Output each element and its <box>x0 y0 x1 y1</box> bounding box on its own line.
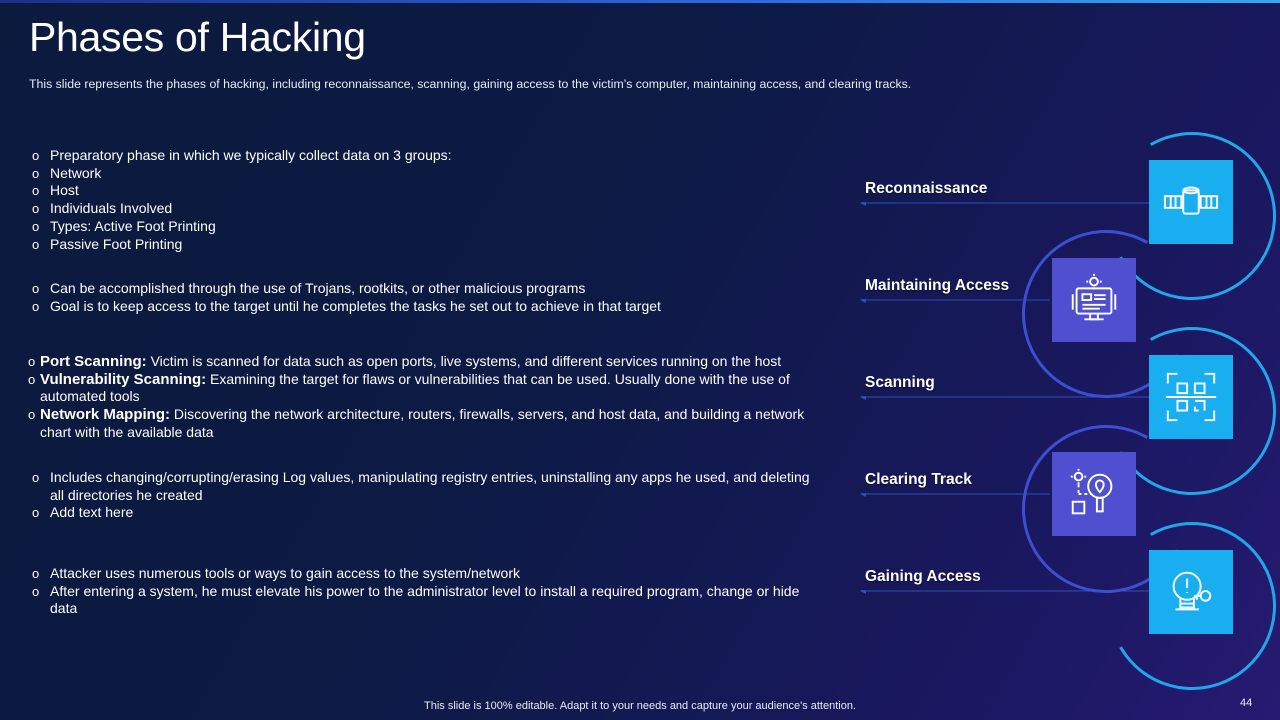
gaining-access-text-block <box>30 565 820 618</box>
scan-code-icon <box>1149 355 1233 439</box>
list-item <box>26 353 826 371</box>
slide-subtitle: This slide represents the phases of hacking, including reconnaissance, scanning, gaining access to the victim’s computer, maintaining access, and clearing tracks. <box>29 77 912 91</box>
phase-label-clearing-track: Clearing Track <box>865 471 972 488</box>
reconnaissance-text-block <box>30 147 452 253</box>
list-item: o Includes changing/corrupting/erasing Log values, manipulating registry entries, uninstalling any apps he used, and deleting all directories he created <box>30 469 810 504</box>
list-item: o Goal is to keep access to the target until he completes the tasks he set out to achieve in that target <box>30 298 661 316</box>
list-item: o Network <box>30 165 452 183</box>
list-item: o Individuals Involved <box>30 200 452 218</box>
list-item <box>26 406 826 441</box>
top-accent-bar <box>0 0 1280 3</box>
list-item: o Types: Active Foot Printing <box>30 218 452 236</box>
clearing-track-text-block <box>30 469 810 522</box>
term-text: Victim is scanned for data such as open ports, live systems, and different services running on the host <box>150 353 782 369</box>
satellite-icon <box>1149 160 1233 244</box>
slide-title: Phases of Hacking <box>29 14 366 60</box>
location-search-icon <box>1052 452 1136 536</box>
scanning-text-block <box>26 353 826 442</box>
list-item: o After entering a system, he must elevate his power to the administrator level to install a required program, change or hide data <box>30 583 820 618</box>
term-label: Network Mapping: <box>40 406 170 424</box>
list-item: o Can be accomplished through the use of Trojans, rootkits, or other malicious programs <box>30 280 661 298</box>
list-item <box>26 371 826 406</box>
footer-note: This slide is 100% editable. Adapt it to your needs and capture your audience's attention. <box>424 700 856 712</box>
phase-label-reconnaissance: Reconnaissance <box>865 180 988 197</box>
phase-label-maintaining-access: Maintaining Access <box>865 277 1010 294</box>
list-item: o Add text here <box>30 504 810 522</box>
maintaining-access-text-block <box>30 280 661 315</box>
list-item: o Attacker uses numerous tools or ways to gain access to the system/network <box>30 565 820 583</box>
page-number: 44 <box>1240 697 1253 709</box>
term-text: Examining the target for flaws or vulnerabilities that can be used. Usually done with the use of automated tools <box>40 370 790 405</box>
list-item: o Preparatory phase in which we typically collect data on 3 groups: <box>30 147 452 165</box>
lightbulb-key-icon <box>1149 550 1233 634</box>
list-item: o Host <box>30 182 452 200</box>
term-label: Port Scanning: <box>40 353 147 370</box>
list-item: o Passive Foot Printing <box>30 236 452 254</box>
phase-label-gaining-access: Gaining Access <box>865 568 981 585</box>
term-label: Vulnerability Scanning: <box>40 370 207 388</box>
phase-label-scanning: Scanning <box>865 374 935 391</box>
server-gear-icon <box>1052 258 1136 342</box>
term-text: Discovering the network architecture, routers, firewalls, servers, and host data, and building a network chart with the available data <box>40 406 805 440</box>
